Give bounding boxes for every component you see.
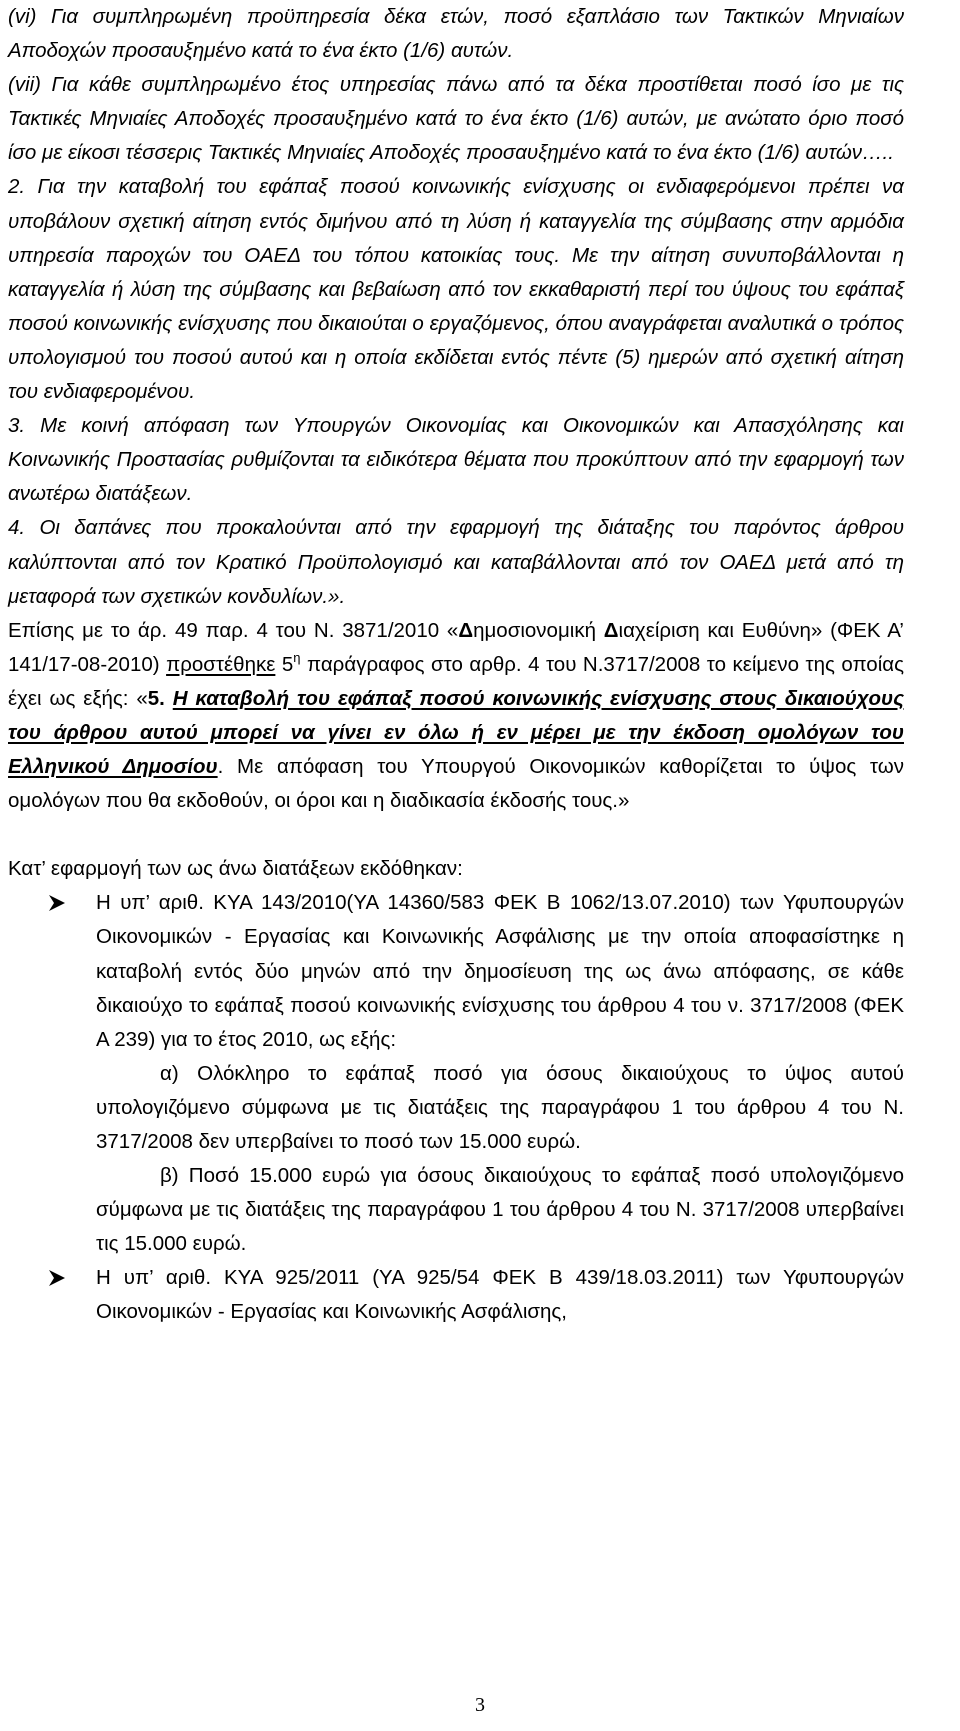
amendment-text: . Με απόφαση του Υπουργού Οικονομικών καθορίζεται το ύψος των ομολόγων που θα εκδοθούν, οι όροι και η διαδικασία έκδοσής τους.»: [8, 755, 904, 813]
bullet-item-2-text: Η υπ’ αριθ. ΚΥΑ 925/2011 (ΥΑ 925/54 ΦΕΚ Β 439/18.03.2011) των Υφυπουργών Οικονομικών - Εργασίας και Κοινωνικής Ασφάλισης,: [96, 1266, 904, 1324]
arrowhead-bullet-icon: [48, 894, 66, 912]
amendment-text: ιαχείριση και Ευθύνη» (ΦΕΚ Α’ 141/17-08-2010): [8, 618, 904, 676]
added-word: προστέθηκε: [166, 652, 276, 676]
clause-vi: (vi) Για συμπληρωμένη προϋπηρεσία δέκα ετών, ποσό εξαπλάσιο των Τακτικών Μηνιαίων Αποδοχών προσαυξημένο κατά το ένα έκτο (1/6) αυτών.: [8, 5, 904, 63]
clause-vii: (vii) Για κάθε συμπληρωμένο έτος υπηρεσίας πάνω από τα δέκα προστίθεται ποσό ίσο με τις Τακτικές Μηνιαίες Αποδοχές προσαυξημένο κατά το ένα έκτο (1/6) αυτών, με ανώτατο όριο ποσό ίσο με είκοσι τέσσερις Τακτικές Μηνιαίες Αποδοχές προσαυξημένο κατά το ένα έκτο (1/6) αυτών…..: [8, 73, 904, 165]
amendment-bold-letter: Δ: [458, 618, 474, 642]
bullet-item-1-text: Η υπ’ αριθ. ΚΥΑ 143/2010(ΥΑ 14360/583 ΦΕΚ Β 1062/13.07.2010) των Υφυπουργών Οικονομικών - Εργασίας και Κοινωνικής Ασφάλισης με την οποία αποφασίστηκε η καταβολή εντός δύο μηνών από την δημοσίευση της ως άνω απόφασης, σε κάθε δικαιούχο το εφάπαξ ποσού κοινωνικής ενίσχυσης του άρθρου 4 του ν. 3717/2008 (ΦΕΚ Α 239) για το έτος 2010, ως εξής:: [96, 891, 904, 1051]
amendment-text: παράγραφος στο αρθρ. 4 του Ν.3717/2008 το κείμενο της οποίας έχει ως εξής: «: [8, 652, 904, 710]
page-number: 3: [475, 1694, 485, 1716]
bullet-item-2-body: [96, 1261, 904, 1329]
bullet-item-2: [8, 1261, 904, 1329]
ordinal-superscript: η: [293, 649, 301, 665]
amendment-text: ημοσιονομική: [473, 618, 604, 642]
bullet-item-1-body: [96, 886, 904, 1261]
emphasized-provision: Η καταβολή του εφάπαξ ποσού κοινωνικής ενίσχυσης στους δικαιούχους του άρθρου αυτού μπορεί να γίνει εν όλω ή εν μέρει με την έκδοση ομολόγων του Ελληνικού Δημοσίου: [8, 686, 904, 779]
arrowhead-bullet-icon: [8, 1261, 96, 1329]
amendment-text: 5: [275, 652, 294, 676]
paragraph-2: [8, 170, 904, 409]
amendment-text: Επίσης με το άρ. 49 παρ. 4 του Ν. 3871/2010 «: [8, 618, 459, 642]
paragraph-4: 4. Οι δαπάνες που προκαλούνται από την εφαρμογή της διάταξης του παρόντος άρθρου καλύπτονται από τον Κρατικό Προϋπολογισμό και καταβάλλονται από τον ΟΑΕΔ μετά από τη μεταφορά των σχετικών κονδυλίων.».: [8, 516, 904, 608]
amendment-bold-letter: Δ: [603, 618, 619, 642]
arrowhead-bullet-icon: [48, 1269, 66, 1287]
paragraph-2-text: 2. Για την καταβολή του εφάπαξ ποσού κοινωνικής ενίσχυσης οι ενδιαφερόμενοι πρέπει να υποβάλουν σχετική αίτηση εντός διμήνου από τη λύση ή καταγγελία της σύμβασης στην αρμόδια υπηρεσία παροχών του ΟΑΕΔ του τόπου κατοικίας τους.: [8, 175, 904, 267]
bullet-item-1: [8, 886, 904, 1261]
issued-intro: Κατ’ εφαρμογή των ως άνω διατάξεων εκδόθηκαν:: [8, 857, 463, 881]
paragraph-2-rest: Με την αίτηση συνυποβάλλονται η καταγγελία ή λύση της σύμβασης και βεβαίωση από τον εκκαθαριστή περί του ύψους του εφάπαξ ποσού κοινωνικής ενίσχυσης που δικαιούται ο εργαζόμενος, όπου αναγράφεται αναλυτικά ο τρόπος υπολογισμού του ποσού αυτού και η οποία εκδίδεται εντός πέντε (5) ημερών από σχετική αίτηση του ενδιαφερομένου.: [8, 243, 904, 404]
sub-item-a: α) Ολόκληρο το εφάπαξ ποσό για όσους δικαιούχους το ύψος αυτού υπολογιζόμενο σύμφωνα με τις διατάξεις της παραγράφου 1 του άρθρου 4 του Ν. 3717/2008 δεν υπερβαίνει το ποσό των 15.000 ευρώ.: [96, 1061, 904, 1153]
amendment-number: 5.: [147, 686, 173, 710]
spacer: [8, 818, 904, 852]
sub-item-b: β) Ποσό 15.000 ευρώ για όσους δικαιούχους το εφάπαξ ποσό υπολογιζόμενο σύμφωνα με τις διατάξεις της παραγράφου 1 του άρθρου 4 του Ν. 3717/2008 υπερβαίνει τις 15.000 ευρώ.: [96, 1164, 904, 1256]
paragraph-3: 3. Με κοινή απόφαση των Υπουργών Οικονομίας και Οικονομικών και Απασχόλησης και Κοινωνικής Προστασίας ρυθμίζονται τα ειδικότερα θέματα που προκύπτουν από την εφαρμογή των ανωτέρω διατάξεων.: [8, 414, 904, 506]
amendment-paragraph: [8, 614, 904, 819]
arrowhead-bullet-icon: [8, 886, 96, 1261]
